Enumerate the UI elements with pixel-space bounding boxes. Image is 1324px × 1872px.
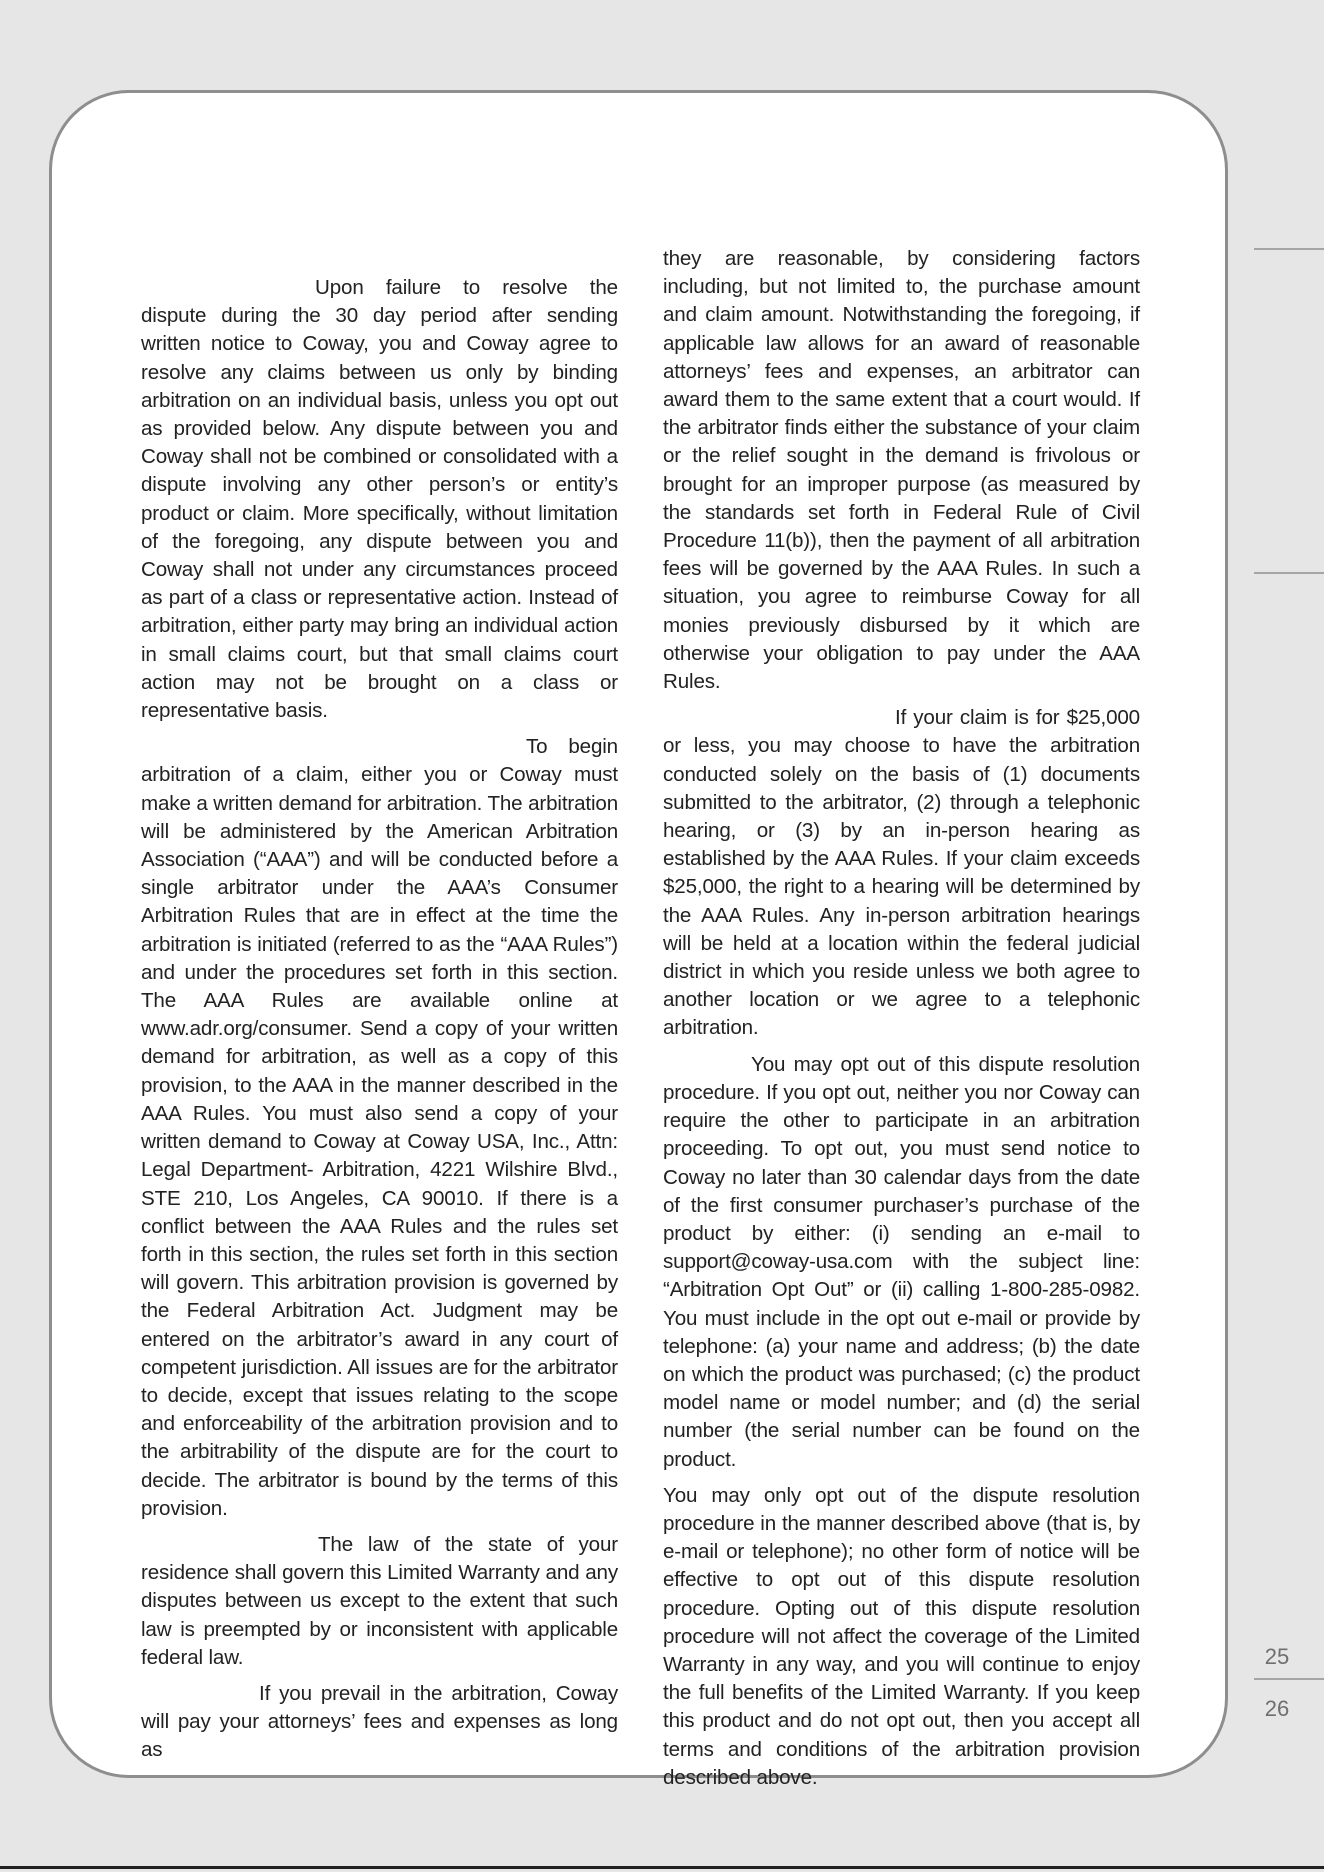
page-number-current: 25 (1264, 1644, 1290, 1669)
paragraph-dispute-resolution: Upon failure to resolve the dispute during the 30 day period after sending written notice to Coway, you and Coway agree to resolve any claims between us only by binding arbitration on an individual basis, unless you opt out as provided below. Any dispute between you and Coway shall not be combined or consolidated with a dispute involving any other person’s or entity’s product or claim. More specifically, without limitation of the foregoing, any dispute between you and Coway shall not under any circumstances proceed as part of a class or representative action. Instead of arbitration, either party may bring an individual action in small claims court, but that small claims court action may not be brought on a class or representative basis. (141, 276, 618, 723)
margin-rule-middle (1254, 572, 1324, 574)
right-text-column (663, 245, 1140, 1792)
paragraph-attorney-fees: If you prevail in the arbitration, Coway will pay your attorneys’ fees and expenses as long as (141, 1681, 618, 1762)
paragraph-fees-continued: they are reasonable, by considering factors including, but not limited to, the purchase amount and claim amount. Notwithstanding the foregoing, if applicable law allows for an award of reasonable attorneys’ fees and expenses, an arbitrator can award them to the same extent that a court would. If the arbitrator finds either the substance of your claim or the relief sought in the demand is frivolous or brought for an improper purpose (as measured by the standards set forth in Federal Rule of Civil Procedure 11(b)), then the payment of all arbitration fees will be governed by the AAA Rules. In such a situation, you agree to reimburse Coway for all monies previously disbursed by it which are otherwise your obligation to pay under the AAA Rules. (663, 247, 1140, 694)
bottom-edge-line (0, 1866, 1324, 1869)
left-text-column (141, 274, 618, 1765)
margin-rule-top (1254, 248, 1324, 250)
paragraph-begin-arbitration: To begin arbitration of a claim, either you or Coway must make a written demand for arbitration. The arbitration will be administered by the American Arbitration Association (“AAA”) and will be conducted before a single arbitrator under the AAA’s Consumer Arbitration Rules that are in effect at the time the arbitration is initiated (referred to as the “AAA Rules”) and under the procedures set forth in this section. The AAA Rules are available online at www.adr.org/consumer. Send a copy of your written demand for arbitration, as well as a copy of this provision, to the AAA in the manner described in the AAA Rules. You must also send a copy of your written demand to Coway at Coway USA, Inc., Attn: Legal Department- Arbitration, 4221 Wilshire Blvd., STE 210, Los Angeles, CA 90010. If there is a conflict between the AAA Rules and the rules set forth in this section, the rules set forth in this section will govern. This arbitration provision is governed by the Federal Arbitration Act. Judgment may be entered on the arbitrator’s award in any court of competent jurisdiction. All issues are for the arbitrator to decide, except that issues relating to the scope and enforceability of the arbitration provision and to the arbitrability of the dispute are for the court to decide. The arbitrator is bound by the terms of this provision. (141, 735, 618, 1520)
paragraph-opt-out: You may opt out of this dispute resolution procedure. If you opt out, neither you nor Coway can require the other to participate in an arbitration proceeding. To opt out, you must send notice to Coway no later than 30 calendar days from the date of the first consumer purchaser’s purchase of the product by either: (i) sending an e-mail to support@coway-usa.com with the subject line: “Arbitration Opt Out” or (ii) calling 1-800-285-0982. You must include in the opt out e-mail or provide by telephone: (a) your name and address; (b) the date on which the product was purchased; (c) the product model name or model number; and (d) the serial number (the serial number can be found on the product. (663, 1052, 1140, 1471)
page-number-next: 26 (1264, 1696, 1290, 1721)
paragraph-claim-amount: If your claim is for $25,000 or less, you may choose to have the arbitration conducted solely on the basis of (1) documents submitted to the arbitrator, (2) through a telephonic hearing, or (3) by an in-person hearing as established by the AAA Rules. If your claim exceeds $25,000, the right to a hearing will be determined by the AAA Rules. Any in-person arbitration hearings will be held at a location within the federal judicial district in which you reside unless we both agree to another location or we agree to a telephonic arbitration. (663, 706, 1140, 1040)
paragraph-governing-law: The law of the state of your residence shall govern this Limited Warranty and any disputes between us except to the extent that such law is preempted by or inconsistent with applicable federal law. (141, 1532, 618, 1669)
page-number-divider (1254, 1678, 1324, 1680)
paragraph-opt-out-method: You may only opt out of the dispute resolution procedure in the manner described above (that is, by e-mail or telephone); no other form of notice will be effective to opt out of this dispute resolution procedure. Opting out of this dispute resolution procedure will not affect the coverage of the Limited Warranty in any way, and you will continue to enjoy the full benefits of the Limited Warranty. If you keep this product and do not opt out, then you accept all terms and conditions of the arbitration provision described above. (663, 1483, 1140, 1789)
